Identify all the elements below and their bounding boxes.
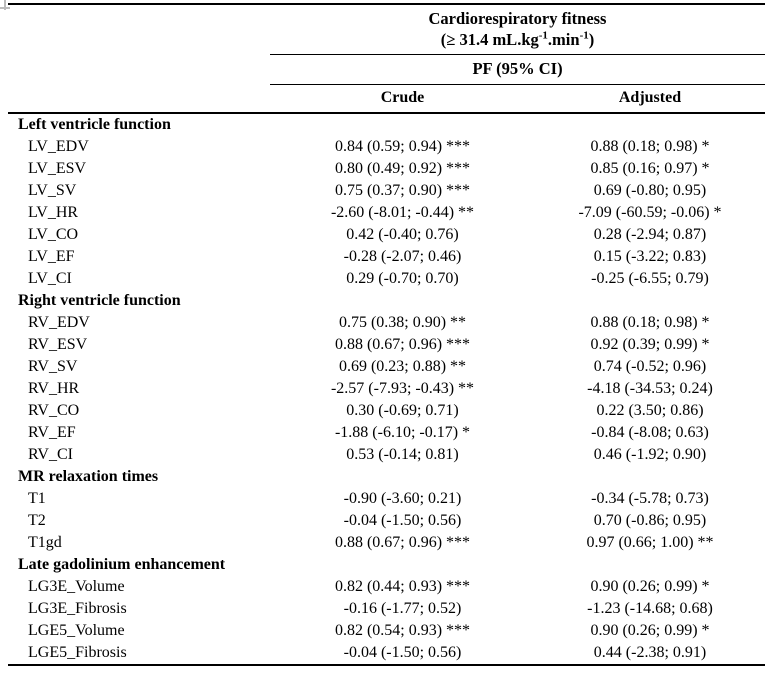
- variable-label: RV_CI: [28, 446, 73, 463]
- adjusted-value: -0.34 (-5.78; 0.73): [591, 490, 709, 507]
- table-row: [8, 202, 765, 224]
- variable-label: LV_CI: [28, 270, 72, 287]
- adjusted-value: 0.70 (-0.86; 0.95): [593, 512, 707, 529]
- table-row: [8, 642, 765, 665]
- crude-value: 0.75 (0.38; 0.90) **: [338, 314, 467, 331]
- table-row: [8, 268, 765, 290]
- variable-label: LV_SV: [28, 182, 77, 199]
- adjusted-value: -4.18 (-34.53; 0.24): [587, 380, 713, 397]
- table-row: [8, 510, 765, 532]
- variable-label: LV_ESV: [28, 160, 87, 177]
- table-row: [8, 246, 765, 268]
- adjusted-value: 0.44 (-2.38; 0.91): [535, 642, 765, 665]
- crude-value: 0.82 (0.54; 0.93) ***: [334, 622, 471, 639]
- crude-value: 0.69 (0.23; 0.88) **: [338, 358, 467, 375]
- variable-label: RV_ESV: [28, 336, 88, 353]
- table-row: [8, 378, 765, 400]
- variable-label: LG3E_Volume: [28, 578, 125, 595]
- header-corner-cell: [8, 4, 270, 113]
- results-table: [8, 3, 765, 666]
- adjusted-value: 0.15 (-3.22; 0.83): [593, 248, 707, 265]
- table-row: [8, 356, 765, 378]
- variable-label: LG3E_Fibrosis: [28, 600, 127, 617]
- adjusted-value: 0.88 (0.18; 0.98) *: [590, 314, 710, 331]
- table-row: [8, 158, 765, 180]
- variable-label: RV_HR: [28, 380, 80, 397]
- crude-value: 0.75 (0.37; 0.90) ***: [334, 182, 471, 199]
- adjusted-value: -1.23 (-14.68; 0.68): [587, 600, 713, 617]
- crude-value: 0.80 (0.49; 0.92) ***: [334, 160, 471, 177]
- table-row: [8, 312, 765, 334]
- table-row: [8, 334, 765, 356]
- table-row: [8, 224, 765, 246]
- variable-label: RV_CO: [28, 402, 80, 419]
- variable-label: LV_EDV: [28, 138, 89, 155]
- variable-label: LGE5_Volume: [28, 622, 125, 639]
- adjusted-value: 0.69 (-0.80; 0.95): [593, 182, 707, 199]
- group-subtitle: (≥ 31.4 $mL.kg^{-1}.\min^{-1}$): [440, 29, 595, 50]
- adjusted-value: 0.22 (3.50; 0.86): [596, 402, 704, 419]
- variable-label: LV_HR: [28, 204, 79, 221]
- section-label: Late gadolinium enhancement: [18, 556, 226, 573]
- table-header: [8, 4, 765, 113]
- table-row: [8, 422, 765, 444]
- table-row: [8, 576, 765, 598]
- section-row: [8, 466, 765, 488]
- table-row: [8, 620, 765, 642]
- variable-label: LV_CO: [28, 226, 79, 243]
- measure-header: PF (95% CI): [270, 54, 765, 84]
- section-label: Right ventricle function: [18, 292, 181, 309]
- section-row: [8, 554, 765, 576]
- crude-value: 0.42 (-0.40; 0.76): [346, 226, 459, 243]
- adjusted-value: 0.97 (0.66; 1.00) **: [586, 534, 714, 551]
- adjusted-value: 0.88 (0.18; 0.98) *: [590, 138, 710, 155]
- group-title: Cardiorespiratory fitness: [428, 9, 607, 29]
- variable-label: LGE5_Fibrosis: [8, 642, 270, 665]
- crude-value: -1.88 (-6.10; -0.17) *: [334, 424, 471, 441]
- adjusted-value: 0.85 (0.16; 0.97) *: [590, 160, 710, 177]
- crude-value: 0.82 (0.44; 0.93) ***: [334, 578, 471, 595]
- adjusted-value: 0.92 (0.39; 0.99) *: [590, 336, 710, 353]
- crude-value: -0.04 (-1.50; 0.56): [343, 512, 462, 529]
- table-row: [8, 180, 765, 202]
- superscript: -1: [579, 29, 589, 42]
- crude-value: -2.60 (-8.01; -0.44) **: [330, 204, 475, 221]
- adjusted-value: 0.28 (-2.94; 0.87): [593, 226, 707, 243]
- adjusted-value: 0.46 (-1.92; 0.90): [593, 446, 707, 463]
- crude-value: 0.88 (0.67; 0.96) ***: [334, 336, 471, 353]
- adjusted-value: 0.90 (0.26; 0.99) *: [590, 622, 710, 639]
- crude-value: -0.04 (-1.50; 0.56): [270, 642, 535, 665]
- crude-value: 0.84 (0.59; 0.94) ***: [334, 138, 471, 155]
- table-row: [8, 400, 765, 422]
- variable-label: RV_SV: [28, 358, 78, 375]
- crude-value: 0.88 (0.67; 0.96) ***: [334, 534, 471, 551]
- crude-value: 0.53 (-0.14; 0.81): [346, 446, 459, 463]
- section-row: [8, 113, 765, 136]
- table-row: [8, 444, 765, 466]
- group-header-cell: [270, 4, 765, 54]
- table-row: [8, 532, 765, 554]
- variable-label: T2: [28, 512, 46, 529]
- adjusted-value: -0.25 (-6.55; 0.79): [591, 270, 709, 287]
- crude-value: -0.28 (-2.07; 0.46): [343, 248, 462, 265]
- variable-label: LV_EF: [28, 248, 75, 265]
- crude-value: -2.57 (-7.93; -0.43) **: [330, 380, 475, 397]
- crude-value: 0.30 (-0.69; 0.71): [346, 402, 459, 419]
- table-body: [8, 113, 765, 665]
- section-label: MR relaxation times: [18, 468, 159, 485]
- adjusted-value: -0.84 (-8.08; 0.63): [591, 424, 709, 441]
- variable-label: T1gd: [28, 534, 62, 551]
- superscript: -1: [538, 29, 548, 42]
- adjusted-value: 0.90 (0.26; 0.99) *: [590, 578, 710, 595]
- column-header-adjusted: Adjusted: [535, 84, 765, 113]
- variable-label: T1: [28, 490, 46, 507]
- adjusted-value: -7.09 (-60.59; -0.06) *: [578, 204, 722, 221]
- column-header-crude: Crude: [270, 84, 535, 113]
- crude-value: -0.16 (-1.77; 0.52): [343, 600, 462, 617]
- crude-value: 0.29 (-0.70; 0.70): [346, 270, 459, 287]
- table-row: [8, 598, 765, 620]
- variable-label: RV_EF: [28, 424, 76, 441]
- adjusted-value: 0.74 (-0.52; 0.96): [593, 358, 707, 375]
- table-row: [8, 488, 765, 510]
- variable-label: RV_EDV: [28, 314, 90, 331]
- section-row: [8, 290, 765, 312]
- table-row: [8, 136, 765, 158]
- crude-value: -0.90 (-3.60; 0.21): [343, 490, 462, 507]
- section-label: Left ventricle function: [18, 116, 171, 133]
